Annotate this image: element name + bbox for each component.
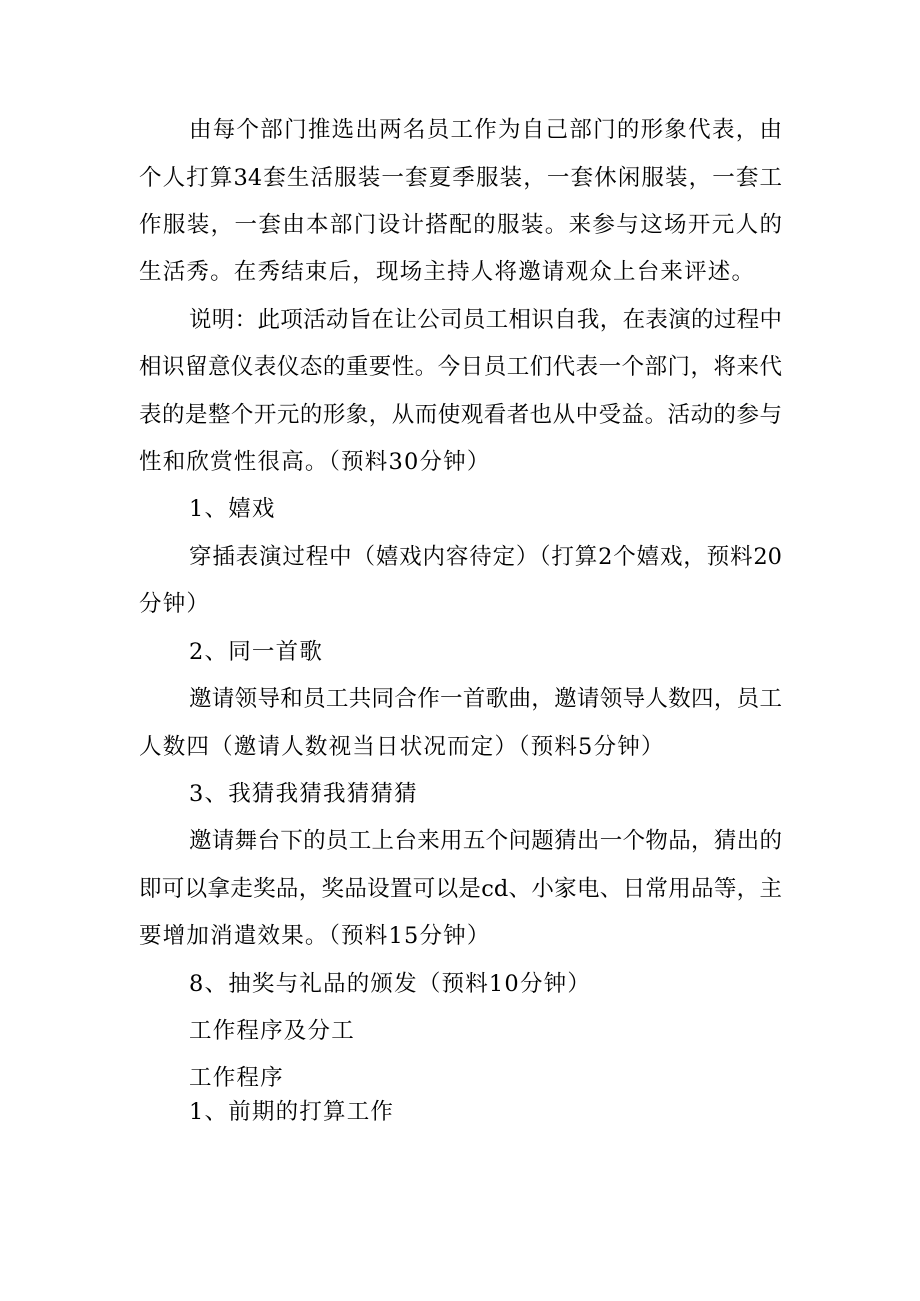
paragraph-line: 由每个部门推选出两名员工作为自己部门的形象代表，由 <box>189 117 782 143</box>
section-heading: 2、同一首歌 <box>189 639 324 665</box>
paragraph-line: 邀请领导和员工共同合作一首歌曲，邀请领导人数四，员工 <box>189 686 782 712</box>
paragraph-line: 邀请舞台下的员工上台来用五个问题猜出一个物品，猜出的 <box>189 828 782 854</box>
paragraph-line: 生活秀。在秀结束后，现场主持人将邀请观众上台来评述。 <box>139 259 756 285</box>
paragraph-line: 说明：此项活动旨在让公司员工相识自我，在表演的过程中 <box>189 307 782 333</box>
paragraph-line: 个人打算34套生活服装一套夏季服装，一套休闲服装，一套工 <box>139 165 782 191</box>
paragraph-line: 表的是整个开元的形象，从而使观看者也从中受益。活动的参与 <box>139 402 782 428</box>
paragraph-line: 分钟） <box>139 591 211 617</box>
section-heading: 8、抽奖与礼品的颁发（预料10分钟） <box>189 971 592 997</box>
section-heading: 1、嬉戏 <box>189 496 276 522</box>
paragraph-line: 要增加消遣效果。（预料15分钟） <box>139 923 491 949</box>
paragraph-line: 即可以拿走奖品，奖品设置可以是cd、小家电、日常用品等，主 <box>139 876 782 902</box>
section-heading: 1、前期的打算工作 <box>189 1099 395 1125</box>
section-heading: 工作程序及分工 <box>189 1018 355 1044</box>
paragraph-line: 人数四（邀请人数视当日状况而定）（预料5分钟） <box>139 734 665 760</box>
paragraph-line: 穿插表演过程中（嬉戏内容待定）（打算2个嬉戏，预料20 <box>189 544 782 570</box>
section-heading: 3、我猜我猜我猜猜猜 <box>189 781 418 807</box>
paragraph-line: 相识留意仪表仪态的重要性。今日员工们代表一个部门，将来代 <box>139 354 782 380</box>
paragraph-line: 作服装，一套由本部门设计搭配的服装。来参与这场开元人的 <box>139 212 782 238</box>
paragraph-line: 性和欣赏性很高。（预料30分钟） <box>139 449 491 475</box>
section-heading: 工作程序 <box>189 1065 284 1091</box>
